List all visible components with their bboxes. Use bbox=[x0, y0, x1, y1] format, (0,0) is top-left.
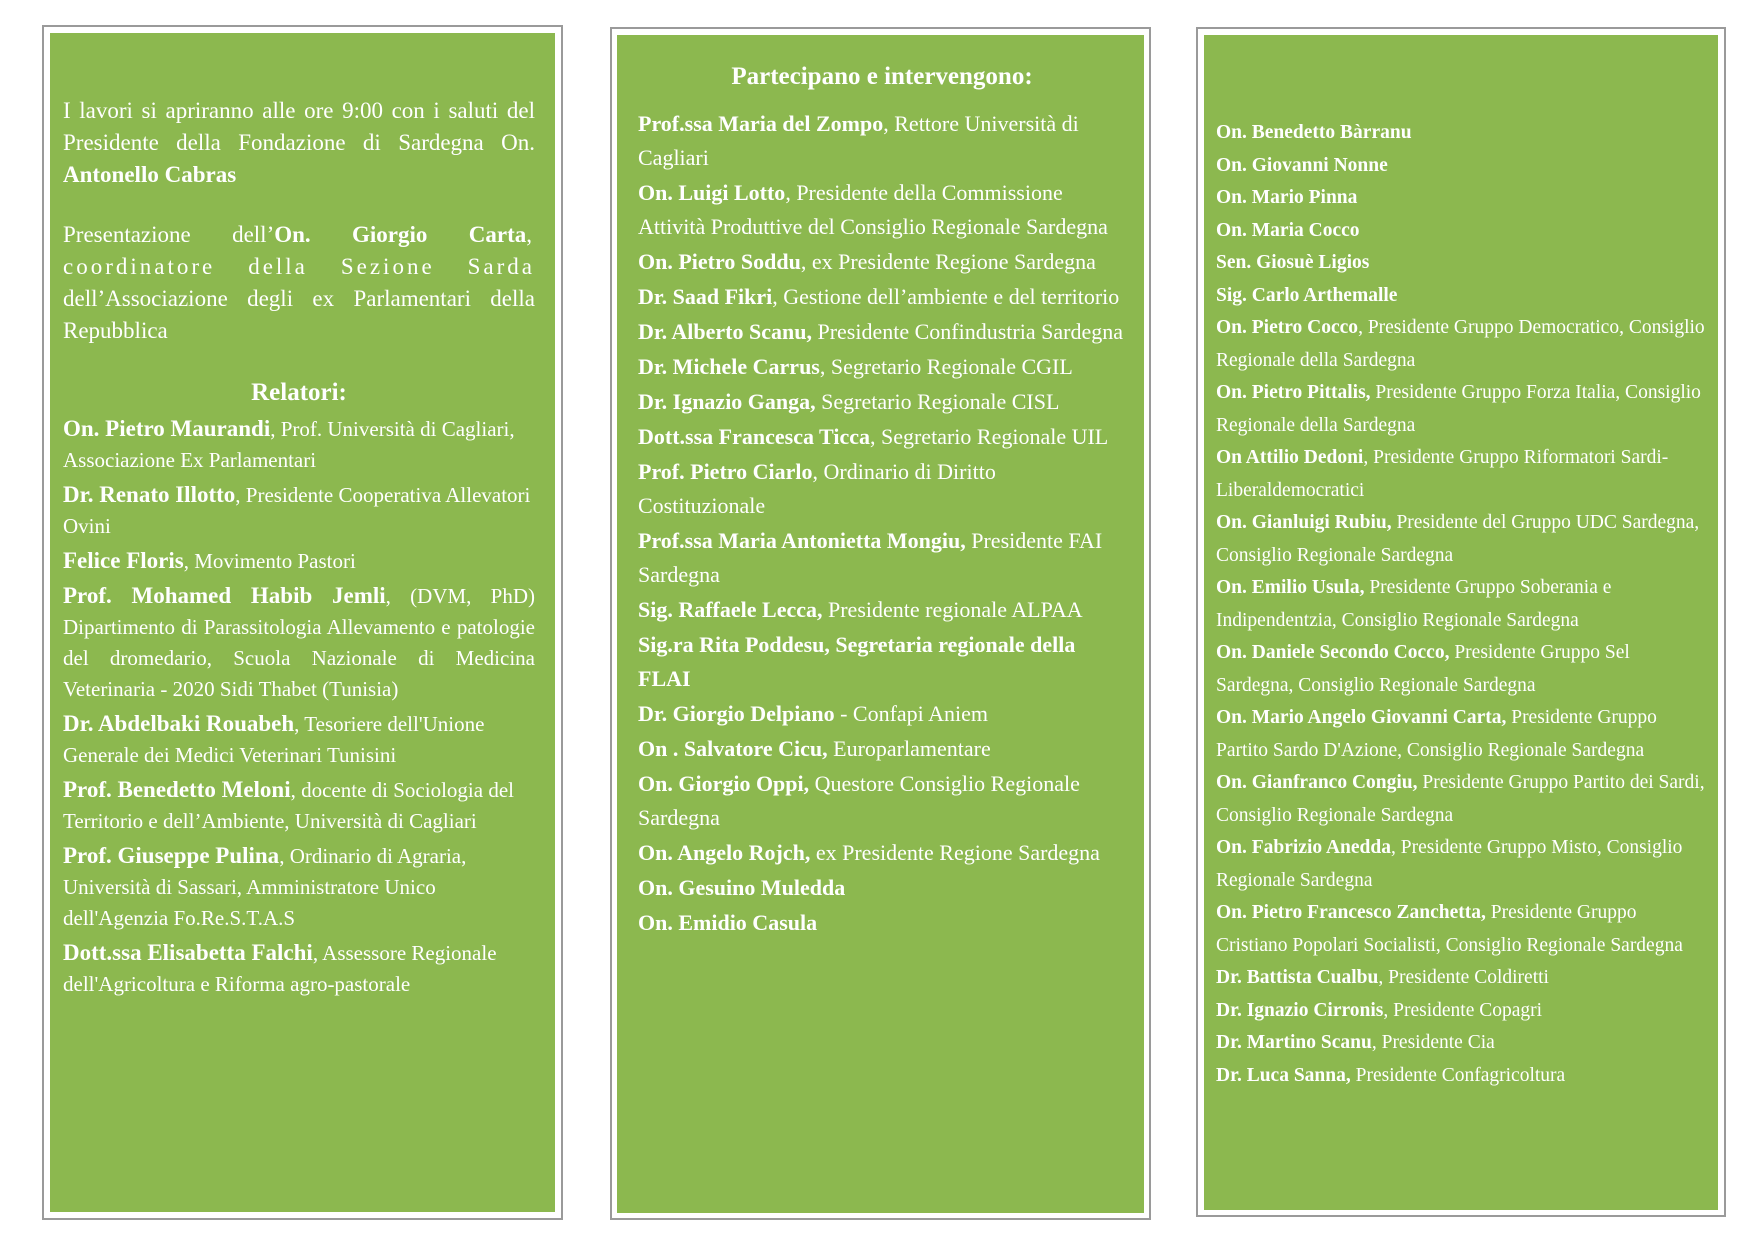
person-name: On. Fabrizio Anedda bbox=[1216, 837, 1391, 858]
panel-3 bbox=[1204, 35, 1718, 1210]
person-role: , Prof. Università di Cagliari, Associazione Ex Parlamentari bbox=[63, 417, 515, 472]
person-name: Dr. Abdelbaki Rouabeh bbox=[63, 711, 295, 736]
relatori-heading: Relatori: bbox=[251, 379, 347, 406]
person-name: On. Mario Pinna bbox=[1216, 187, 1358, 208]
person-name: Sig.ra Rita Poddesu, Segretaria regionale della FLAI bbox=[638, 632, 1076, 691]
list-item bbox=[63, 479, 535, 542]
person-role: Presidente Gruppo Partito Sardo D'Azione, Consiglio Regionale Sardegna bbox=[1216, 707, 1657, 761]
person-name: Prof.ssa Maria Antonietta Mongiu, bbox=[638, 528, 966, 553]
person-name: Dr. Ignazio Cirronis bbox=[1216, 999, 1384, 1021]
list-item bbox=[638, 107, 1126, 175]
person-name: Dott.ssa Francesca Ticca bbox=[638, 424, 870, 449]
panel-1 bbox=[50, 33, 555, 1212]
list-item bbox=[1216, 637, 1708, 702]
list-item bbox=[638, 420, 1126, 454]
list-item bbox=[1216, 215, 1708, 248]
panel-2 bbox=[617, 35, 1144, 1213]
list-item bbox=[1216, 507, 1708, 572]
person-role: , Rettore Università di Cagliari bbox=[638, 111, 1079, 170]
intro-opening-text: I lavori si apriranno alle ore 9:00 con i saluti del Presidente della Fondazione di Sardegna On. bbox=[63, 98, 535, 155]
person-role: , Presidente Gruppo Riformatori Sardi-Liberaldemocratici bbox=[1216, 447, 1669, 501]
list-item bbox=[1216, 995, 1708, 1028]
list-item bbox=[1216, 182, 1708, 215]
intro-opening-host: Antonello Cabras bbox=[63, 162, 237, 187]
person-role: , Segretario Regionale CGIL bbox=[819, 354, 1073, 379]
person-name: Dr. Battista Cualbu bbox=[1216, 967, 1379, 988]
person-role: , Presidente Coldiretti bbox=[1378, 967, 1549, 988]
person-role: , Presidente Gruppo Democratico, Consiglio Regionale della Sardegna bbox=[1216, 317, 1705, 371]
list-item bbox=[1216, 962, 1708, 995]
list-item bbox=[1216, 377, 1708, 442]
person-name: On. Luigi Lotto bbox=[638, 180, 786, 205]
person-role: Presidente Confindustria Sardegna bbox=[811, 319, 1123, 344]
intro-presentation-role: , coordinatore della Sezione Sarda bbox=[63, 222, 535, 279]
person-role: Presidente Gruppo Forza Italia, Consiglio Regionale della Sardegna bbox=[1216, 382, 1701, 436]
list-item bbox=[1216, 702, 1708, 767]
person-role: Questore Consiglio Regionale Sardegna bbox=[638, 771, 1080, 830]
list-item bbox=[638, 280, 1126, 314]
list-item bbox=[63, 413, 535, 476]
participants-list-2 bbox=[1216, 117, 1708, 1092]
person-name: Sig. Raffaele Lecca, bbox=[638, 597, 823, 622]
list-item bbox=[1216, 767, 1708, 832]
person-role: ex Presidente Regione Sardegna bbox=[810, 840, 1100, 865]
person-name: On. Emidio Casula bbox=[638, 910, 818, 935]
person-name: On. Benedetto Bàrranu bbox=[1216, 122, 1412, 143]
person-role: Presidente regionale ALPAA bbox=[822, 597, 1083, 622]
person-name: On. Gianluigi Rubiu, bbox=[1216, 512, 1392, 533]
person-name: On. Giovanni Nonne bbox=[1216, 154, 1388, 176]
person-name: Dott.ssa Elisabetta Falchi bbox=[63, 940, 313, 965]
list-item bbox=[1216, 280, 1708, 313]
list-item bbox=[1216, 897, 1708, 962]
person-name: Dr. Renato Illotto bbox=[63, 482, 236, 507]
list-item bbox=[1216, 312, 1708, 377]
person-name: Dr. Saad Fikri bbox=[638, 284, 773, 309]
list-item bbox=[638, 385, 1126, 419]
list-item bbox=[1216, 1027, 1708, 1060]
person-name: Prof. Pietro Ciarlo bbox=[638, 459, 813, 484]
person-name: On. Pietro Cocco bbox=[1216, 317, 1359, 338]
list-item bbox=[638, 906, 1126, 940]
person-name: On . Salvatore Cicu, bbox=[638, 736, 828, 761]
person-name: Sig. Carlo Arthemalle bbox=[1216, 284, 1398, 306]
person-name: Dr. Giorgio Delpiano bbox=[638, 701, 835, 726]
list-item bbox=[638, 628, 1126, 696]
list-item bbox=[1216, 442, 1708, 507]
list-item bbox=[63, 708, 535, 771]
person-name: On. Emilio Usula, bbox=[1216, 577, 1365, 598]
list-item bbox=[638, 836, 1126, 870]
list-item bbox=[1216, 150, 1708, 183]
participants-list-1 bbox=[638, 107, 1126, 940]
person-name: On. Pietro Francesco Zanchetta, bbox=[1216, 902, 1486, 923]
person-name: On. Giorgio Oppi, bbox=[638, 771, 810, 796]
intro-presentation bbox=[63, 219, 535, 347]
person-role: Europarlamentare bbox=[827, 736, 991, 761]
person-role: Presidente Gruppo Soberania e Indipendentzia, Consiglio Regionale Sardegna bbox=[1216, 577, 1612, 631]
person-role: , ex Presidente Regione Sardegna bbox=[800, 249, 1096, 274]
list-item bbox=[1216, 117, 1708, 150]
person-name: Sen. Giosuè Ligios bbox=[1216, 252, 1370, 273]
person-role: , docente di Sociologia del Territorio e dell’Ambiente, Università di Cagliari bbox=[63, 778, 514, 833]
person-role: Presidente FAI Sardegna bbox=[638, 528, 1103, 587]
list-item bbox=[638, 245, 1126, 279]
list-item bbox=[63, 545, 535, 577]
intro-opening bbox=[63, 95, 535, 191]
person-name: Prof. Giuseppe Pulina bbox=[63, 843, 280, 868]
person-name: Dr. Michele Carrus bbox=[638, 354, 820, 379]
person-role: , Gestione dell’ambiente e del territorio bbox=[772, 284, 1120, 309]
intro-presentation-rest: dell’Associazione degli ex Parlamentari della Repubblica bbox=[63, 286, 535, 343]
person-role: , Ordinario di Diritto Costituzionale bbox=[638, 459, 996, 518]
person-role: , Presidente della Commissione Attività Produttive del Consiglio Regionale Sardegna bbox=[638, 180, 1108, 239]
list-item bbox=[1216, 247, 1708, 280]
person-role: , Movimento Pastori bbox=[183, 549, 356, 573]
person-role: Presidente del Gruppo UDC Sardegna, Consiglio Regionale Sardegna bbox=[1216, 512, 1700, 566]
person-name: Felice Floris bbox=[63, 548, 184, 573]
person-name: On. Gesuino Muledda bbox=[638, 875, 846, 900]
person-role: , Presidente Cooperativa Allevatori Ovini bbox=[63, 483, 531, 538]
list-item bbox=[63, 840, 535, 934]
person-role: Presidente Gruppo Partito dei Sardi, Consiglio Regionale Sardegna bbox=[1216, 772, 1705, 826]
person-name: On. Mario Angelo Giovanni Carta, bbox=[1216, 707, 1507, 728]
list-item bbox=[638, 350, 1126, 384]
person-name: Dr. Luca Sanna, bbox=[1216, 1064, 1351, 1086]
person-role: Presidente Confagricoltura bbox=[1350, 1064, 1566, 1086]
list-item bbox=[638, 732, 1126, 766]
person-name: On. Angelo Rojch, bbox=[638, 840, 811, 865]
list-item bbox=[638, 871, 1126, 905]
list-item bbox=[1216, 832, 1708, 897]
intro-presentation-pre: Presentazione dell’ bbox=[63, 222, 275, 247]
list-item bbox=[63, 580, 535, 705]
person-name: On. Pietro Maurandi bbox=[63, 416, 271, 441]
person-role: , Ordinario di Agraria, Università di Sassari, Amministratore Unico dell'Agenzia Fo.Re.S.T.A.S bbox=[63, 844, 467, 930]
participants-heading: Partecipano e intervengono: bbox=[731, 63, 1033, 90]
person-name: Dr. Martino Scanu bbox=[1216, 1032, 1372, 1053]
intro-presentation-name: On. Giorgio Carta bbox=[274, 222, 527, 247]
list-item bbox=[638, 455, 1126, 523]
person-role: , Presidente Gruppo Misto, Consiglio Regionale Sardegna bbox=[1216, 837, 1683, 891]
list-item bbox=[638, 176, 1126, 244]
list-item bbox=[638, 593, 1126, 627]
person-name: Prof. Benedetto Meloni bbox=[63, 777, 291, 802]
list-item bbox=[63, 937, 535, 1000]
person-role: , (DVM, PhD) Dipartimento di Parassitologia Allevamento e patologie del dromedario, Scuola Nazionale di Medicina Veterinaria - 2020 Sidi Thabet (Tunisia) bbox=[63, 584, 536, 701]
list-item bbox=[63, 774, 535, 837]
person-name: Prof.ssa Maria del Zompo bbox=[638, 111, 884, 136]
list-item bbox=[638, 697, 1126, 731]
person-name: On Attilio Dedoni bbox=[1216, 447, 1364, 468]
person-role: Presidente Gruppo Sel Sardegna, Consiglio Regionale Sardegna bbox=[1216, 642, 1630, 696]
person-name: Dr. Alberto Scanu, bbox=[638, 319, 812, 344]
person-role: - Confapi Aniem bbox=[834, 701, 988, 726]
person-role: , Presidente Cia bbox=[1371, 1032, 1495, 1053]
person-name: On. Maria Cocco bbox=[1216, 219, 1360, 241]
speakers-list bbox=[63, 413, 535, 1000]
person-role: , Assessore Regionale dell'Agricoltura e Riforma agro-pastorale bbox=[63, 941, 497, 996]
person-role: Segretario Regionale CISL bbox=[815, 389, 1060, 414]
person-role: , Tesoriere dell'Unione Generale dei Medici Veterinari Tunisini bbox=[63, 712, 485, 767]
person-name: Dr. Ignazio Ganga, bbox=[638, 389, 816, 414]
person-name: Prof. Mohamed Habib Jemli bbox=[63, 583, 386, 608]
person-role: Presidente Gruppo Cristiano Popolari Socialisti, Consiglio Regionale Sardegna bbox=[1216, 902, 1683, 956]
list-item bbox=[638, 524, 1126, 592]
person-name: On. Pietro Soddu bbox=[638, 249, 801, 274]
person-role: , Presidente Copagri bbox=[1383, 999, 1543, 1021]
list-item bbox=[638, 767, 1126, 835]
list-item bbox=[1216, 572, 1708, 637]
list-item bbox=[1216, 1060, 1708, 1093]
list-item bbox=[638, 315, 1126, 349]
person-name: On. Daniele Secondo Cocco, bbox=[1216, 642, 1450, 663]
person-name: On. Pietro Pittalis, bbox=[1216, 382, 1371, 403]
person-role: , Segretario Regionale UIL bbox=[869, 424, 1109, 449]
person-name: On. Gianfranco Congiu, bbox=[1216, 772, 1418, 793]
